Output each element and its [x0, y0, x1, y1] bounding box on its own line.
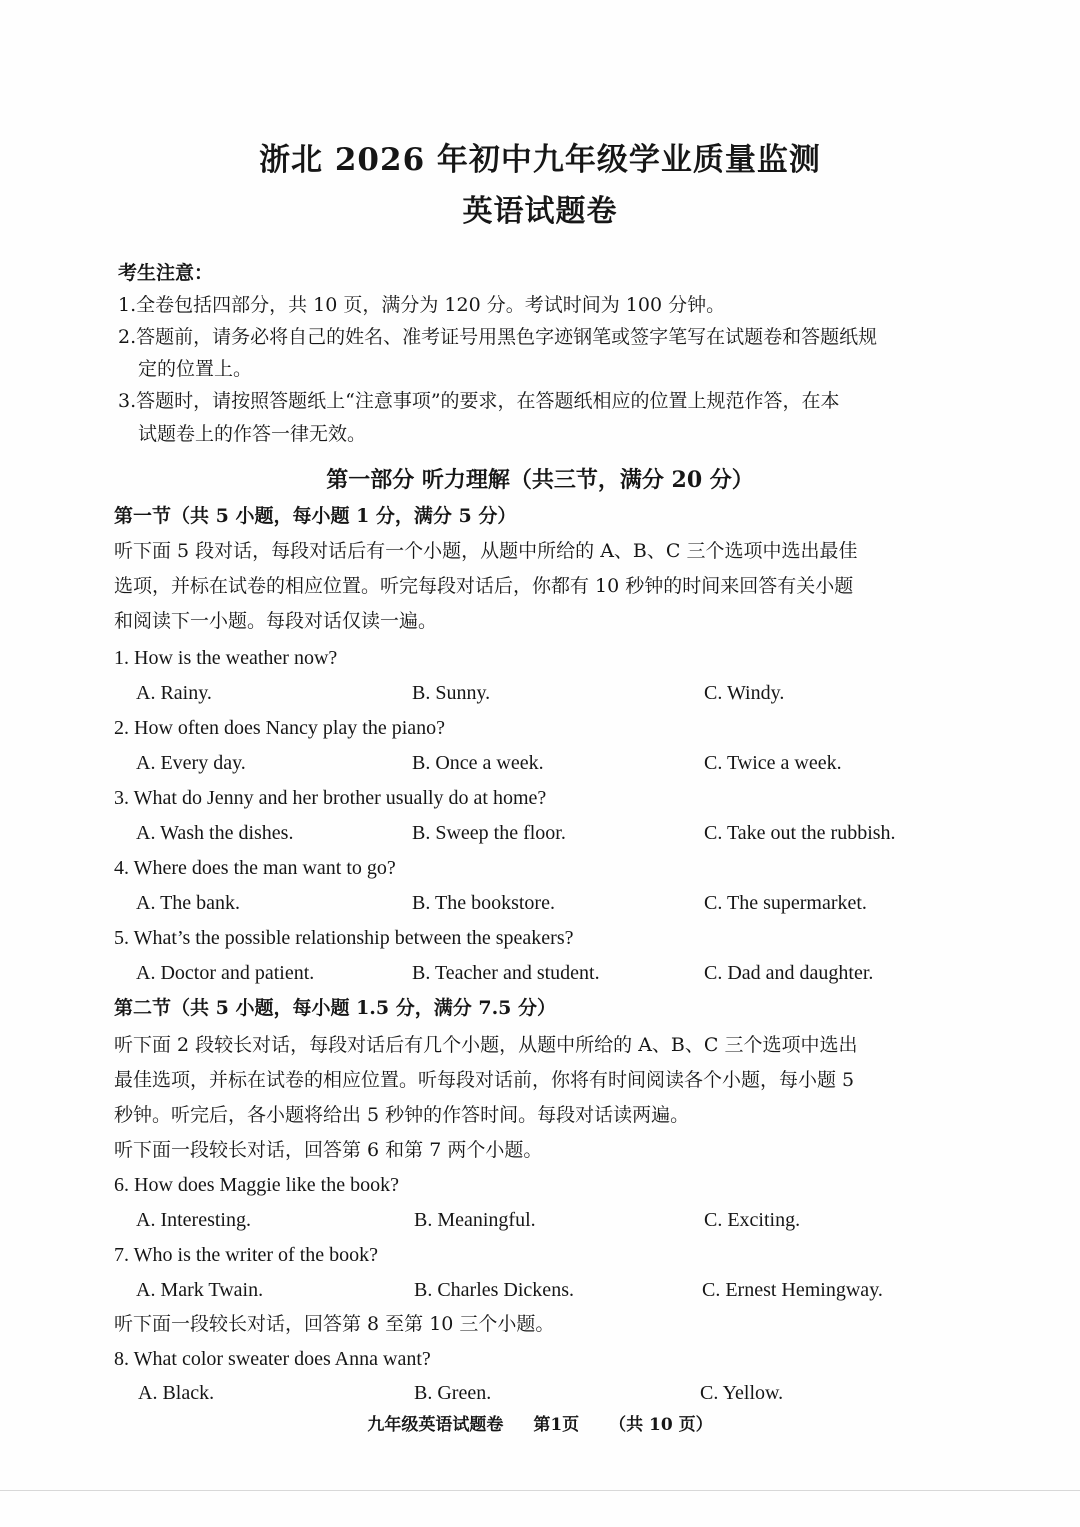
question-stem: 8. What color sweater does Anna want? — [114, 1348, 431, 1370]
section1-heading: 第一节（共 5 小题，每小题 1 分，满分 5 分） — [114, 505, 517, 527]
option-b: B. Sunny. — [412, 682, 491, 704]
footer-exam-name: 九年级英语试题卷 — [367, 1415, 504, 1435]
option-a: A. Mark Twain. — [136, 1279, 264, 1301]
question-stem: 7. Who is the writer of the book? — [114, 1244, 379, 1266]
exam-subtitle: 英语试题卷 — [462, 194, 618, 229]
option-c: C. The supermarket. — [704, 892, 867, 914]
section2-instruction-1: 听下面 2 段较长对话，每段对话后有几个小题，从题中所给的 A、B、C 三个选项中选出 — [114, 1034, 858, 1056]
question-stem: 1. How is the weather now? — [114, 647, 338, 669]
section1-instruction-2: 选项，并标在试卷的相应位置。听完每段对话后，你都有 10 秒钟的时间来回答有关小题 — [114, 575, 854, 597]
question-stem: 6. How does Maggie like the book? — [114, 1174, 399, 1196]
notice-item-3-cont: 试题卷上的作答一律无效。 — [138, 423, 367, 445]
option-a: A. Doctor and patient. — [136, 962, 315, 984]
option-c: C. Dad and daughter. — [704, 962, 874, 984]
notice-item-1: 1.全卷包括四部分，共 10 页，满分为 120 分。考试时间为 100 分钟。 — [118, 294, 726, 316]
option-c: C. Twice a week. — [704, 752, 842, 774]
option-b: B. Meaningful. — [414, 1209, 536, 1231]
question-stem: 2. How often does Nancy play the piano? — [114, 717, 446, 739]
notice-item-2-cont: 定的位置上。 — [138, 358, 253, 380]
dialog1-intro: 听下面一段较长对话，回答第 6 和第 7 两个小题。 — [114, 1139, 543, 1161]
option-a: A. The bank. — [136, 892, 241, 914]
option-b: B. Once a week. — [412, 752, 544, 774]
scan-edge-line — [0, 1490, 1080, 1491]
option-a: A. Rainy. — [136, 682, 212, 704]
question-stem: 5. What’s the possible relationship between the speakers? — [114, 927, 574, 949]
notice-item-3: 3.答题时，请按照答题纸上“注意事项”的要求，在答题纸相应的位置上规范作答，在本 — [118, 390, 840, 412]
option-c: C. Take out the rubbish. — [704, 822, 896, 844]
option-a: A. Interesting. — [136, 1209, 251, 1231]
option-c: C. Ernest Hemingway. — [702, 1279, 883, 1301]
option-a: A. Every day. — [136, 752, 246, 774]
option-a: A. Wash the dishes. — [136, 822, 294, 844]
notice-item-2: 2.答题前，请务必将自己的姓名、准考证号用黑色字迹钢笔或签字笔写在试题卷和答题纸规 — [118, 326, 878, 348]
section1-instruction-1: 听下面 5 段对话，每段对话后有一个小题，从题中所给的 A、B、C 三个选项中选出最佳 — [114, 540, 858, 562]
option-c: C. Exciting. — [704, 1209, 801, 1231]
dialog2-intro: 听下面一段较长对话，回答第 8 至第 10 三个小题。 — [114, 1313, 555, 1335]
footer-page-number: 第1页 — [533, 1415, 580, 1435]
option-c: C. Yellow. — [700, 1382, 784, 1404]
option-b: B. Teacher and student. — [412, 962, 600, 984]
part1-header: 第一部分 听力理解（共三节，满分 20 分） — [326, 467, 754, 493]
option-a: A. Black. — [138, 1382, 215, 1404]
section2-instruction-3: 秒钟。听完后，各小题将给出 5 秒钟的作答时间。每段对话读两遍。 — [114, 1104, 690, 1126]
section2-instruction-2: 最佳选项，并标在试卷的相应位置。听每段对话前，你将有时间阅读各个小题，每小题 5 — [114, 1069, 855, 1091]
question-stem: 4. Where does the man want to go? — [114, 857, 396, 879]
notice-heading: 考生注意： — [118, 262, 214, 284]
option-b: B. Sweep the floor. — [412, 822, 566, 844]
question-stem: 3. What do Jenny and her brother usually do at home? — [114, 787, 547, 809]
option-c: C. Windy. — [704, 682, 785, 704]
section2-heading: 第二节（共 5 小题，每小题 1.5 分，满分 7.5 分） — [114, 997, 557, 1019]
section1-instruction-3: 和阅读下一小题。每段对话仅读一遍。 — [114, 610, 438, 632]
option-b: B. The bookstore. — [412, 892, 555, 914]
page-footer — [0, 1410, 1080, 1435]
footer-total-pages: （共 10 页） — [609, 1415, 713, 1435]
exam-title: 浙北 2026 年初中九年级学业质量监测 — [259, 142, 821, 178]
option-b: B. Charles Dickens. — [414, 1279, 574, 1301]
option-b: B. Green. — [414, 1382, 492, 1404]
